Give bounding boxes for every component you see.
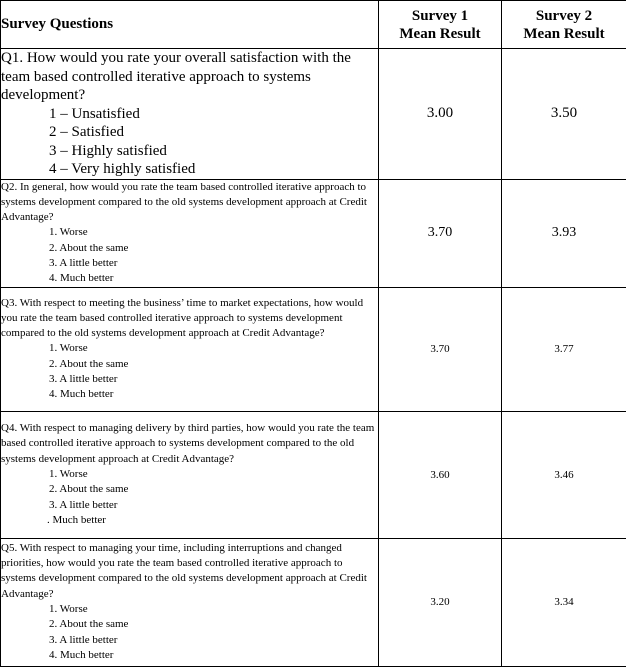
answer-option: 4. Much better [1, 271, 378, 286]
survey1-header [379, 1, 502, 49]
question-cell [1, 287, 379, 411]
answer-option: 3. A little better [1, 498, 378, 513]
question-text: Q4. With respect to managing delivery by third parties, how would you rate the team based controlled iterative approach to systems development compared to the old systems development approach at Credit Advantage? [1, 421, 378, 467]
question-cell [1, 411, 379, 538]
table-row-q3 [1, 287, 626, 411]
survey-questions-header: Survey Questions [1, 1, 379, 49]
survey1-mean-value: 3.60 [379, 411, 502, 538]
header-row [1, 1, 626, 49]
survey2-mean-value: 3.50 [502, 49, 626, 180]
answer-option: 1 – Unsatisfied [1, 105, 378, 124]
answer-option: 1. Worse [1, 467, 378, 482]
survey1-mean-value: 3.70 [379, 179, 502, 287]
answer-option: 2. About the same [1, 482, 378, 497]
table-row-q1 [1, 49, 626, 180]
survey2-header-line2: Mean Result [502, 25, 626, 43]
answer-option: 4. Much better [1, 387, 378, 402]
survey1-header-line2: Mean Result [379, 25, 501, 43]
survey1-mean-value: 3.20 [379, 538, 502, 666]
answer-option: 4. Much better [1, 648, 378, 663]
question-cell [1, 538, 379, 666]
survey1-header-line1: Survey 1 [379, 7, 501, 25]
answer-option: 4 – Very highly satisfied [1, 160, 378, 179]
answer-option: 2. About the same [1, 357, 378, 372]
answer-option: 3. A little better [1, 256, 378, 271]
question-text: Q3. With respect to meeting the business’ time to market expectations, how would you rate the team based controlled iterative approach to systems development compared to the old systems development approach at Credit Advantage? [1, 296, 378, 342]
question-text: Q5. With respect to managing your time, including interruptions and changed priorities, how would you rate the team based controlled iterative approach to systems development compared to the old systems development approach at Credit Advantage? [1, 541, 378, 602]
answer-option: 3 – Highly satisfied [1, 142, 378, 161]
table-row-q5 [1, 538, 626, 666]
question-text: Q1. How would you rate your overall satisfaction with the team based controlled iterative approach to systems development? [1, 49, 378, 105]
answer-option: . Much better [1, 513, 378, 528]
answer-option: 2. About the same [1, 241, 378, 256]
survey2-header-line1: Survey 2 [502, 7, 626, 25]
survey1-mean-value: 3.00 [379, 49, 502, 180]
question-cell [1, 49, 379, 180]
answer-option: 3. A little better [1, 372, 378, 387]
answer-option: 3. A little better [1, 633, 378, 648]
survey2-mean-value: 3.77 [502, 287, 626, 411]
answer-option: 1. Worse [1, 341, 378, 356]
answer-option: 2 – Satisfied [1, 123, 378, 142]
question-cell [1, 179, 379, 287]
survey1-mean-value: 3.70 [379, 287, 502, 411]
survey2-mean-value: 3.34 [502, 538, 626, 666]
survey2-mean-value: 3.46 [502, 411, 626, 538]
table-row-q4 [1, 411, 626, 538]
answer-option: 2. About the same [1, 617, 378, 632]
survey2-header [502, 1, 626, 49]
answer-option: 1. Worse [1, 602, 378, 617]
answer-option: 1. Worse [1, 225, 378, 240]
question-text: Q2. In general, how would you rate the team based controlled iterative approach to systems development compared to the old systems development approach at Credit Advantage? [1, 180, 378, 226]
table-row-q2 [1, 179, 626, 287]
survey2-mean-value: 3.93 [502, 179, 626, 287]
